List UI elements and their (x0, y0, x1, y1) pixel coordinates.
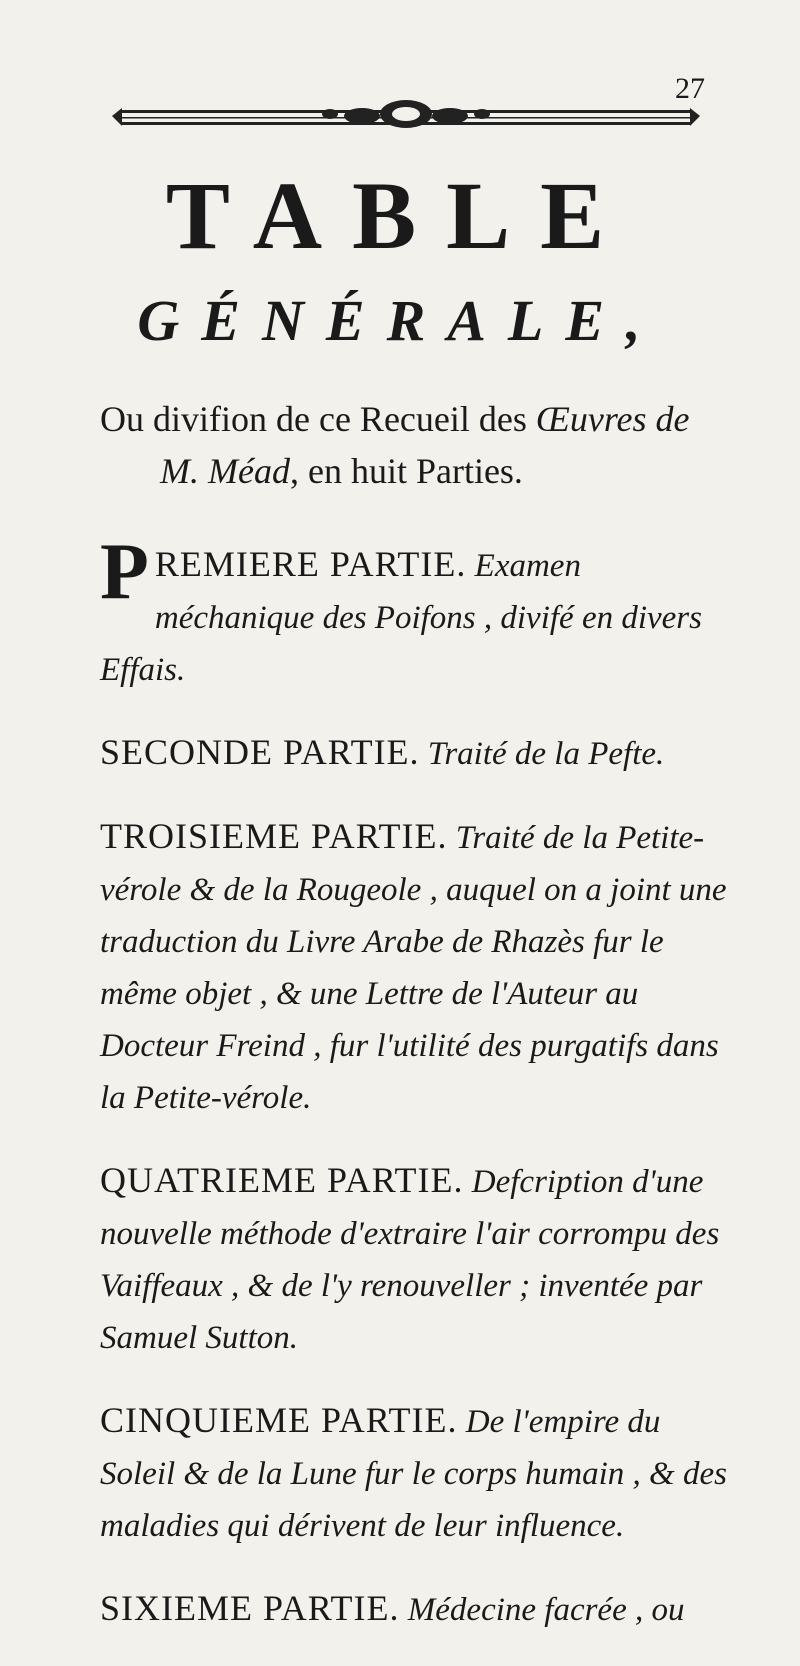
page-title: TABLE (165, 162, 635, 269)
toc-entry-text: Traité de la Petite-vérole & de la Rougeole , auquel on a joint une traduction du Livre Arabe de Rhazès fur le même objet , & une Lettre de l'Auteur au Docteur Freind , fur l'utilité des purgatifs dans la Petite-vérole. (100, 820, 727, 1116)
intro-italic-2: M. Méad (160, 451, 290, 491)
intro-paragraph (100, 393, 720, 497)
page-subtitle: GÉNÉRALE, (137, 288, 663, 353)
toc-entry-text: Médecine facrée , ou (399, 1592, 685, 1628)
drop-cap: P (100, 528, 149, 616)
toc-entry (100, 726, 740, 780)
toc-entry-text: Defcription d'une nouvelle méthode d'extraire l'air corrompu des Vaiffeaux , & de l'y renouveller ; inventée par Samuel Sutton. (100, 1164, 720, 1356)
toc-entry (100, 1154, 740, 1364)
ornament-rule-icon (112, 96, 700, 136)
toc-entry-text: Traité de la Pefte. (419, 736, 665, 772)
page-number: 27 (675, 72, 705, 105)
toc-entry (100, 810, 740, 1124)
toc-entry-heading: CINQUIEME PARTIE. (100, 1400, 458, 1440)
table-of-contents (100, 528, 740, 1666)
toc-entry-heading: SECONDE PARTIE. (100, 732, 420, 772)
toc-entry (100, 1582, 740, 1636)
intro-italic-1: Œuvres de (535, 399, 690, 439)
toc-entry-heading: SIXIEME PARTIE. (100, 1588, 400, 1628)
intro-text-2: , en huit Parties. (289, 451, 523, 491)
toc-entry-heading: QUATRIEME PARTIE. (100, 1160, 464, 1200)
toc-entry-text: Examen méchanique des Poifons , divifé en divers Effais. (100, 548, 702, 688)
intro-text-1: Ou divifion de ce Recueil des (100, 399, 536, 439)
toc-entry (100, 528, 740, 696)
toc-entry-text: De l'empire du Soleil & de la Lune fur le corps humain , & des maladies qui dérivent de leur influence. (100, 1404, 727, 1544)
toc-entry (100, 1394, 740, 1552)
toc-entry-heading: REMIERE PARTIE. (154, 544, 467, 584)
toc-entry-heading: TROISIEME PARTIE. (100, 816, 448, 856)
